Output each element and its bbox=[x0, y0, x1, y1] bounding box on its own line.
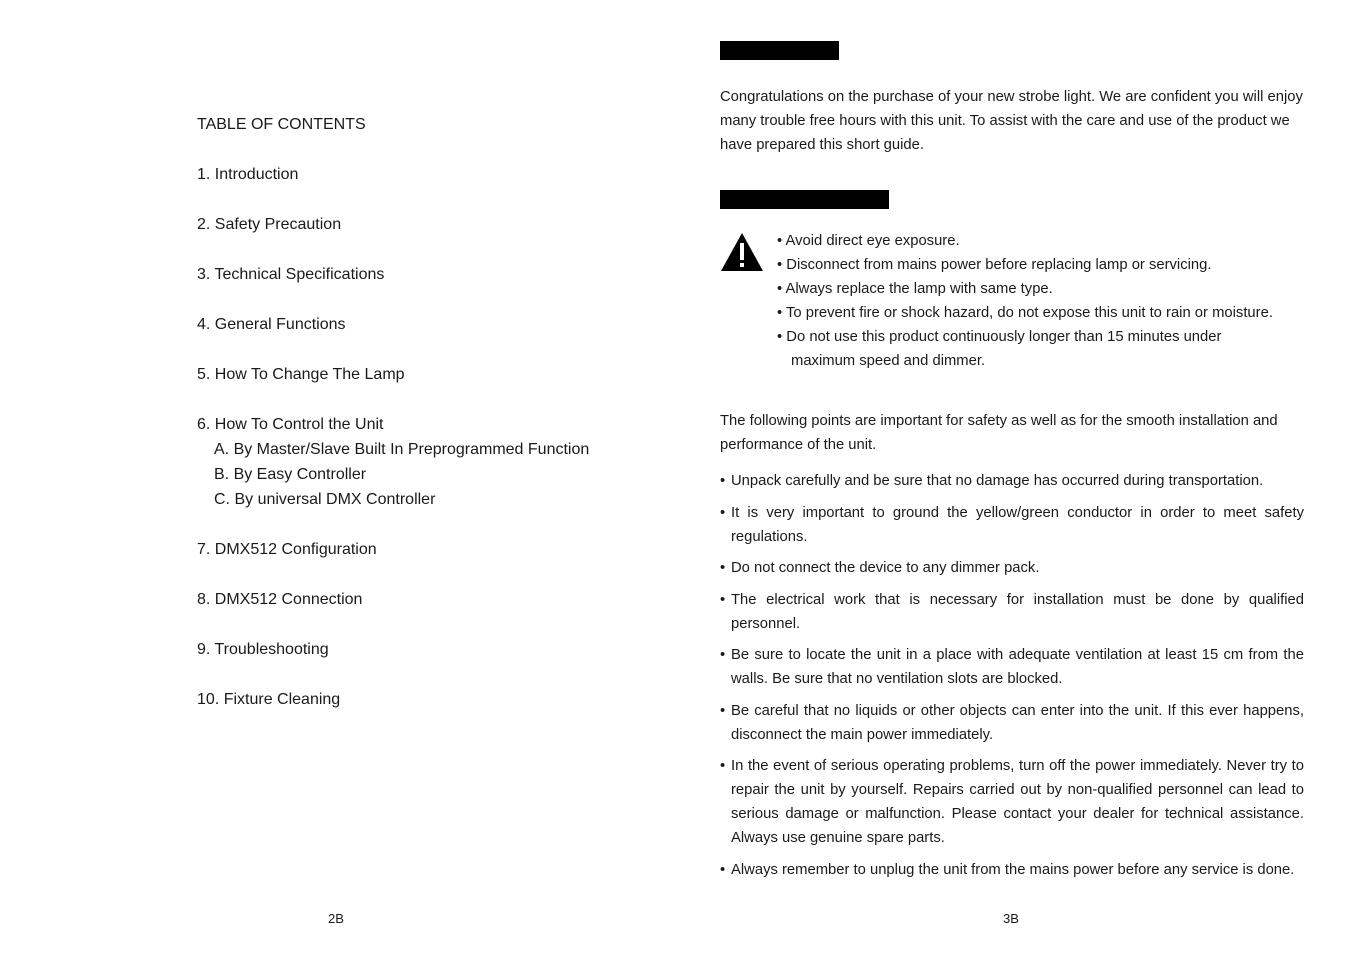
safety-point: • Unpack carefully and be sure that no damage has occurred during transportation. bbox=[720, 469, 1304, 493]
toc-subitem: B. By Easy Controller bbox=[214, 466, 367, 483]
toc-subitem: C. By universal DMX Controller bbox=[214, 491, 436, 508]
toc-item-label: 5. How To Change The Lamp bbox=[197, 366, 405, 383]
toc-item bbox=[197, 416, 589, 541]
warning-list bbox=[777, 229, 1277, 373]
toc-item-label: 3. Technical Specifications bbox=[197, 266, 385, 283]
safety-point: • Be sure to locate the unit in a place with adequate ventilation at least 15 cm from the walls. Be sure that no ventilation slots are blocked. bbox=[720, 643, 1304, 691]
toc-item-label: 2. Safety Precaution bbox=[197, 216, 342, 233]
warning-item: • To prevent fire or shock hazard, do not expose this unit to rain or moisture. bbox=[777, 305, 1273, 321]
toc-title: TABLE OF CONTENTS bbox=[197, 116, 366, 133]
toc-item-label: 9. Troubleshooting bbox=[197, 641, 329, 658]
toc-subitem: A. By Master/Slave Built In Preprogrammed Function bbox=[214, 441, 590, 458]
table-of-contents bbox=[197, 166, 589, 741]
page-number: 2B bbox=[328, 911, 344, 926]
warning-item: • Avoid direct eye exposure. bbox=[777, 233, 960, 249]
safety-points-intro: The following points are important for safety as well as for the smooth installation and performance of the unit. bbox=[720, 413, 1278, 453]
toc-sublist bbox=[197, 441, 589, 509]
safety-point: • It is very important to ground the yellow/green conductor in order to meet safety regulations. bbox=[720, 501, 1304, 549]
toc-item-label: 4. General Functions bbox=[197, 316, 346, 333]
introduction-heading-redacted bbox=[720, 41, 839, 60]
toc-item bbox=[197, 591, 589, 641]
warning-item: • Disconnect from mains power before replacing lamp or servicing. bbox=[777, 257, 1212, 273]
right-page bbox=[675, 0, 1350, 954]
toc-item-label: 1. Introduction bbox=[197, 166, 299, 183]
toc-item-label: 10. Fixture Cleaning bbox=[197, 691, 341, 708]
toc-item bbox=[197, 541, 589, 591]
warning-triangle-icon bbox=[720, 232, 764, 272]
toc-item bbox=[197, 166, 589, 216]
toc-item bbox=[197, 641, 589, 691]
toc-item-label: 6. How To Control the Unit bbox=[197, 416, 384, 433]
toc-item bbox=[197, 266, 589, 316]
warning-item: • Always replace the lamp with same type. bbox=[777, 281, 1053, 297]
safety-point: • Be careful that no liquids or other objects can enter into the unit. If this ever happens, disconnect the main power immediately. bbox=[720, 699, 1304, 747]
safety-point: • The electrical work that is necessary for installation must be done by qualified personnel. bbox=[720, 588, 1304, 636]
toc-item bbox=[197, 366, 589, 416]
toc-item bbox=[197, 316, 589, 366]
toc-item-label: 8. DMX512 Connection bbox=[197, 591, 363, 608]
page-number: 3B bbox=[1003, 911, 1019, 926]
toc-item bbox=[197, 216, 589, 266]
toc-item bbox=[197, 691, 589, 741]
safety-point: • Always remember to unplug the unit from the mains power before any service is done. bbox=[720, 858, 1304, 882]
safety-point: • In the event of serious operating problems, turn off the power immediately. Never try to repair the unit by yourself. Repairs carried out by non-qualified personnel can lead to serious damage or malfunction. Please contact your dealer for technical assistance. Always use genuine spare parts. bbox=[720, 754, 1304, 850]
warning-item: • Do not use this product continuously longer than 15 minutes under maximum speed and dimmer. bbox=[777, 329, 1222, 369]
safety-point: • Do not connect the device to any dimmer pack. bbox=[720, 556, 1304, 580]
safety-points-list bbox=[720, 469, 1304, 889]
intro-paragraph: Congratulations on the purchase of your new strobe light. We are confident you will enjoy many trouble free hours with this unit. To assist with the care and use of the product we have prepared this short guide. bbox=[720, 89, 1303, 153]
safety-heading-redacted bbox=[720, 190, 889, 209]
toc-item-label: 7. DMX512 Configuration bbox=[197, 541, 377, 558]
